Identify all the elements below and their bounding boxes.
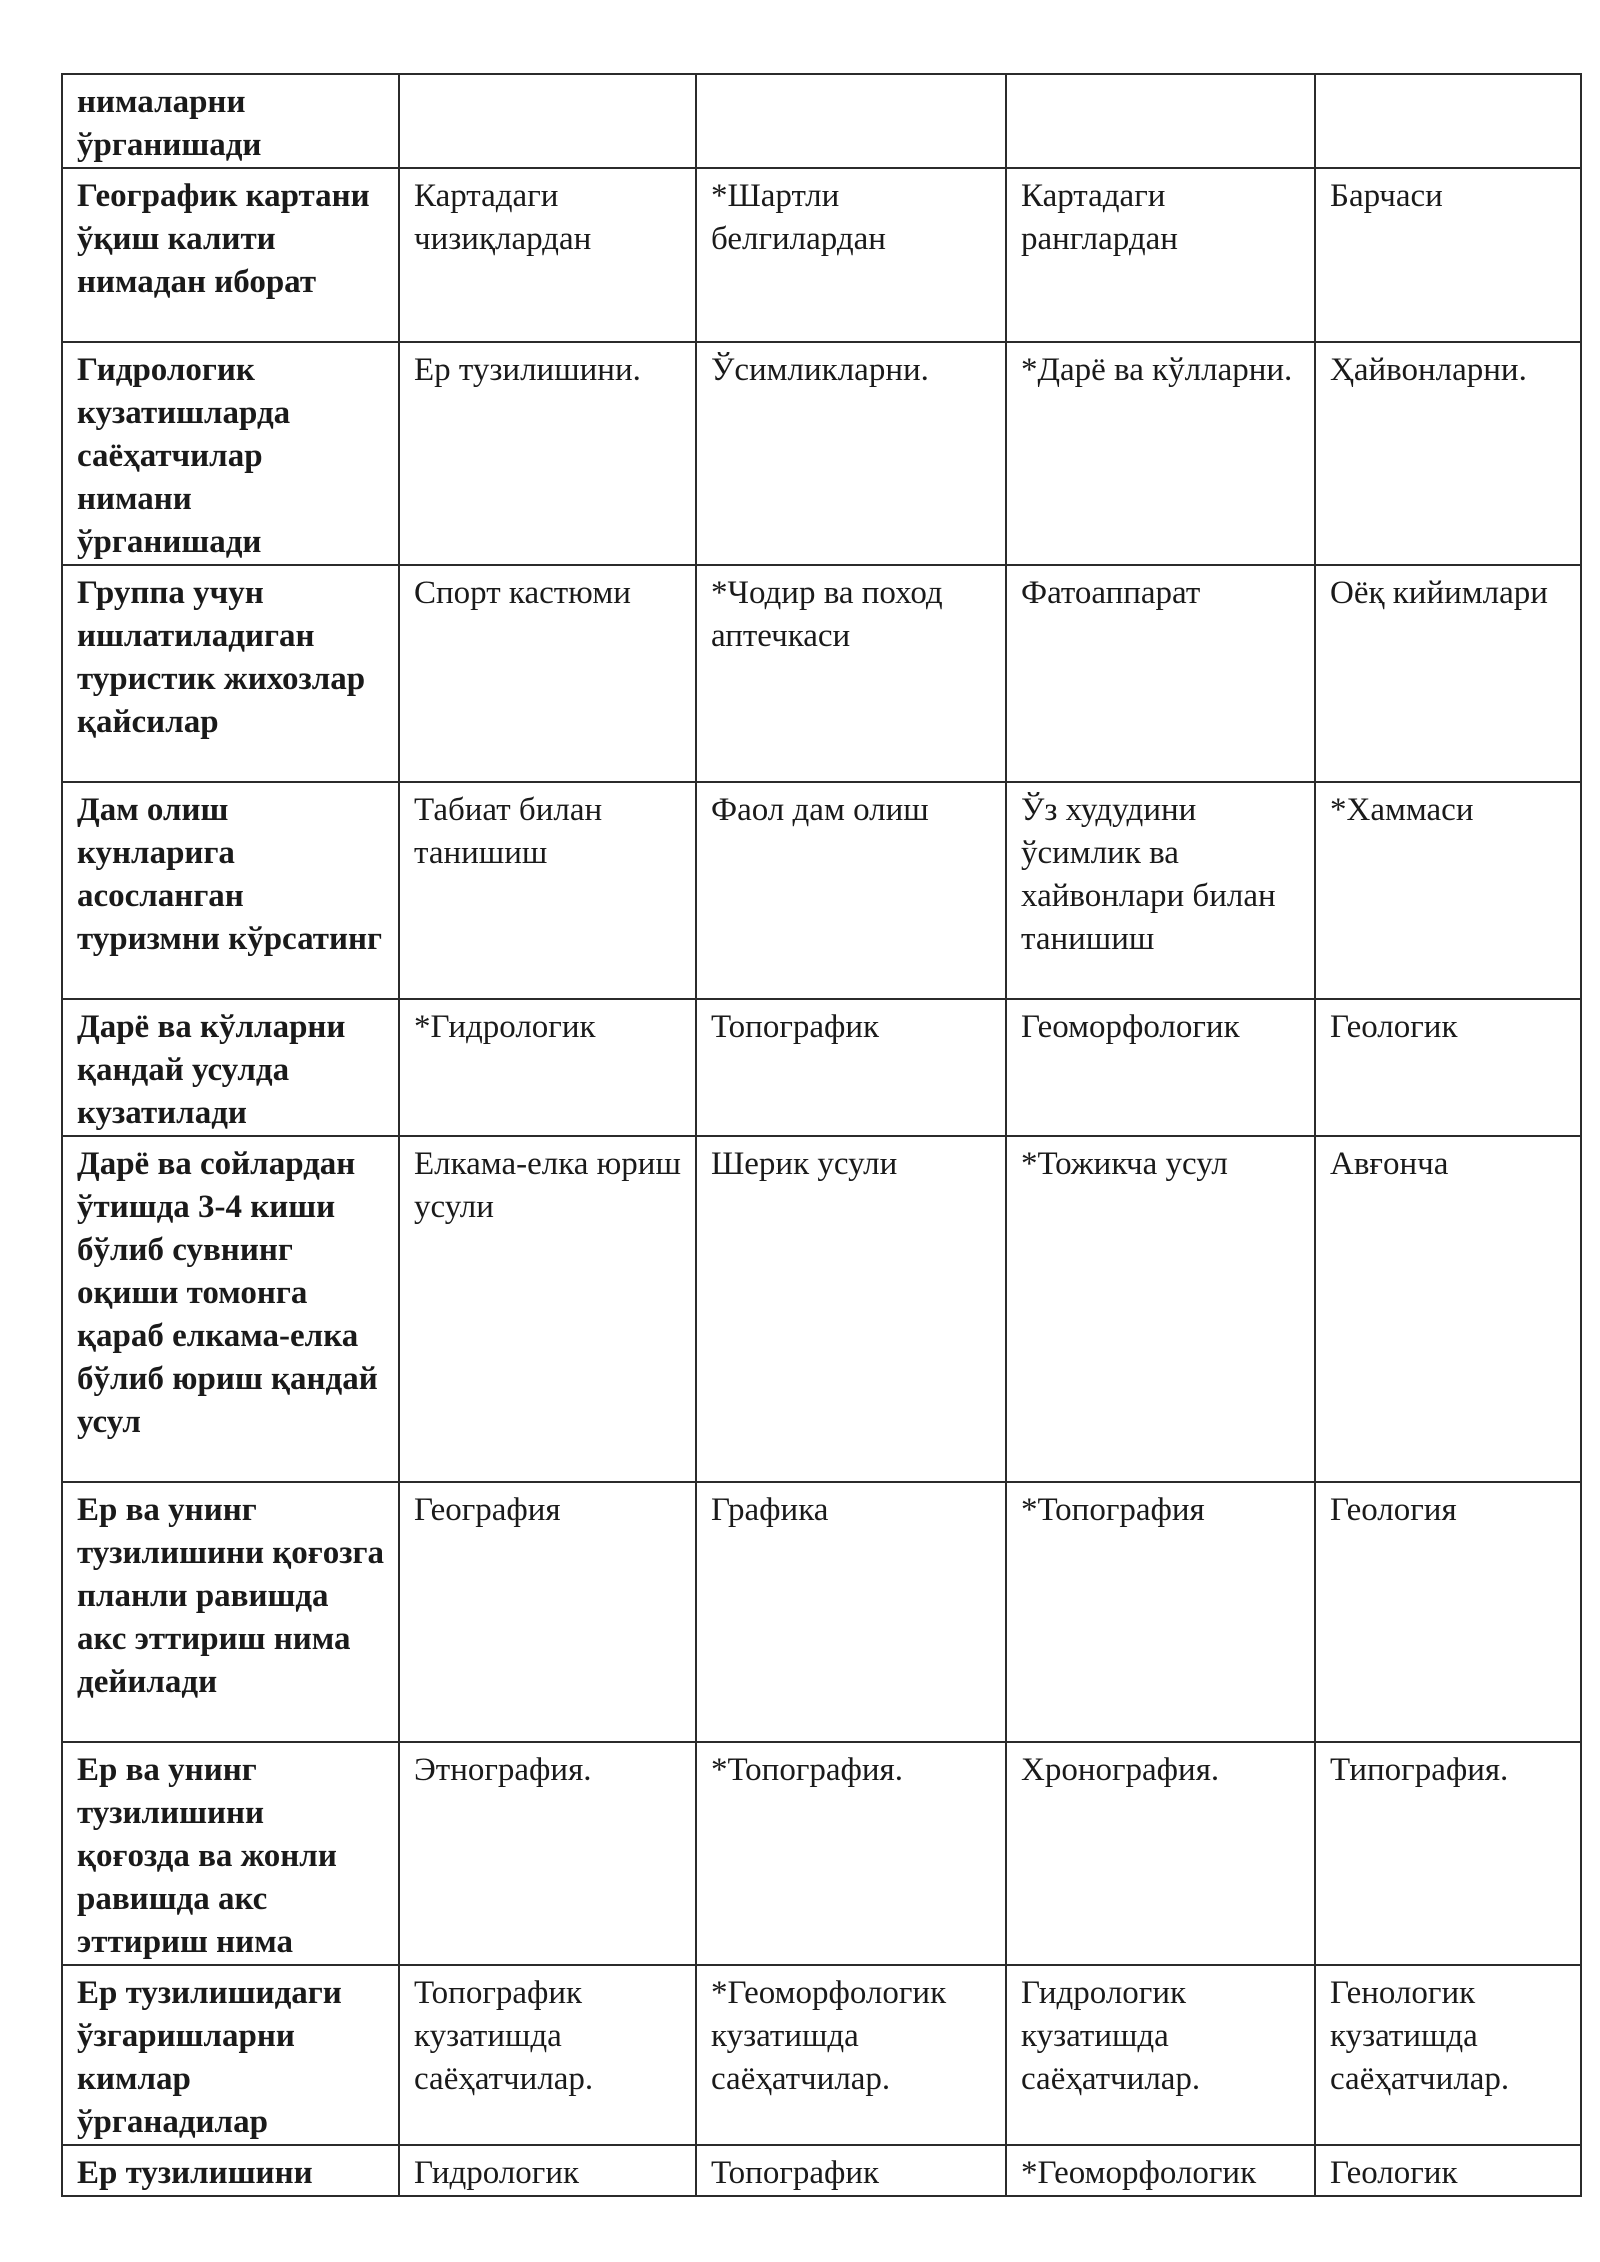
option-cell-1	[399, 74, 696, 168]
option-cell-3: *Дарё ва кўлларни.	[1006, 342, 1315, 565]
table-row	[62, 74, 1581, 168]
option-cell-3: Хронография.	[1006, 1742, 1315, 1965]
option-cell-2: *Чодир ва поход аптечкаси	[696, 565, 1006, 782]
table-row	[62, 342, 1581, 565]
question-cell: Ер ва унинг тузилишини қоғозга планли равишда акс эттириш нима дейилади	[62, 1482, 399, 1742]
table-row	[62, 1965, 1581, 2145]
option-cell-4: Геологик	[1315, 999, 1581, 1136]
question-cell: Дам олиш кунларига асосланган туризмни кўрсатинг	[62, 782, 399, 999]
option-cell-1: Спорт кастюми	[399, 565, 696, 782]
option-cell-2: Ўсимликларни.	[696, 342, 1006, 565]
option-cell-4: Ҳайвонларни.	[1315, 342, 1581, 565]
option-cell-2: *Топография.	[696, 1742, 1006, 1965]
option-cell-3	[1006, 74, 1315, 168]
question-cell: Ер тузилишидаги ўзгаришларни кимлар ўрганадилар	[62, 1965, 399, 2145]
table-row	[62, 782, 1581, 999]
option-cell-4: *Хаммаси	[1315, 782, 1581, 999]
option-cell-2: Топографик	[696, 999, 1006, 1136]
question-cell: Географик картани ўқиш калити нимадан иборат	[62, 168, 399, 342]
table-row	[62, 565, 1581, 782]
option-cell-3: *Тожикча усул	[1006, 1136, 1315, 1482]
question-cell: Дарё ва кўлларни қандай усулда кузатилади	[62, 999, 399, 1136]
option-cell-4: Типография.	[1315, 1742, 1581, 1965]
option-cell-2: *Шартли белгилардан	[696, 168, 1006, 342]
option-cell-4: Генологик кузатишда саёҳатчилар.	[1315, 1965, 1581, 2145]
option-cell-2: Графика	[696, 1482, 1006, 1742]
question-cell: Ер ва унинг тузилишини қоғозда ва жонли равишда акс эттириш нима	[62, 1742, 399, 1965]
option-cell-2: Фаол дам олиш	[696, 782, 1006, 999]
option-cell-2: *Геоморфологик кузатишда саёҳатчилар.	[696, 1965, 1006, 2145]
option-cell-4: Оёқ кийимлари	[1315, 565, 1581, 782]
option-cell-3: Картадаги ранглардан	[1006, 168, 1315, 342]
option-cell-2	[696, 74, 1006, 168]
option-cell-1: Табиат билан танишиш	[399, 782, 696, 999]
option-cell-4: Барчаси	[1315, 168, 1581, 342]
option-cell-1: География	[399, 1482, 696, 1742]
question-cell: нималарни ўрганишади	[62, 74, 399, 168]
option-cell-3: *Топография	[1006, 1482, 1315, 1742]
option-cell-2: Топографик	[696, 2145, 1006, 2196]
quiz-table-body	[62, 74, 1581, 2196]
option-cell-4: Геологик	[1315, 2145, 1581, 2196]
question-cell: Дарё ва сойлардан ўтишда 3-4 киши бўлиб сувнинг оқиши томонга қараб елкама-елка бўлиб юриш қандай усул	[62, 1136, 399, 1482]
option-cell-1: Гидрологик	[399, 2145, 696, 2196]
option-cell-1: *Гидрологик	[399, 999, 696, 1136]
question-cell: Группа учун ишлатиладиган туристик жихозлар қайсилар	[62, 565, 399, 782]
option-cell-1: Ер тузилишини.	[399, 342, 696, 565]
option-cell-1: Елкама-елка юриш усули	[399, 1136, 696, 1482]
question-cell: Гидрологик кузатишларда саёҳатчилар нимани ўрганишади	[62, 342, 399, 565]
table-row	[62, 2145, 1581, 2196]
table-row	[62, 999, 1581, 1136]
option-cell-2: Шерик усули	[696, 1136, 1006, 1482]
option-cell-1: Этнография.	[399, 1742, 696, 1965]
table-row	[62, 1136, 1581, 1482]
option-cell-3: *Геоморфологик	[1006, 2145, 1315, 2196]
option-cell-3: Фатоаппарат	[1006, 565, 1315, 782]
option-cell-3: Гидрологик кузатишда саёҳатчилар.	[1006, 1965, 1315, 2145]
quiz-table	[61, 73, 1582, 2197]
option-cell-3: Геоморфологик	[1006, 999, 1315, 1136]
table-row	[62, 1482, 1581, 1742]
table-row	[62, 1742, 1581, 1965]
table-row	[62, 168, 1581, 342]
option-cell-4: Авғонча	[1315, 1136, 1581, 1482]
option-cell-1: Топографик кузатишда саёҳатчилар.	[399, 1965, 696, 2145]
option-cell-1: Картадаги чизиқлардан	[399, 168, 696, 342]
option-cell-4: Геология	[1315, 1482, 1581, 1742]
question-cell: Ер тузилишини	[62, 2145, 399, 2196]
option-cell-4	[1315, 74, 1581, 168]
option-cell-3: Ўз худудини ўсимлик ва хайвонлари билан танишиш	[1006, 782, 1315, 999]
